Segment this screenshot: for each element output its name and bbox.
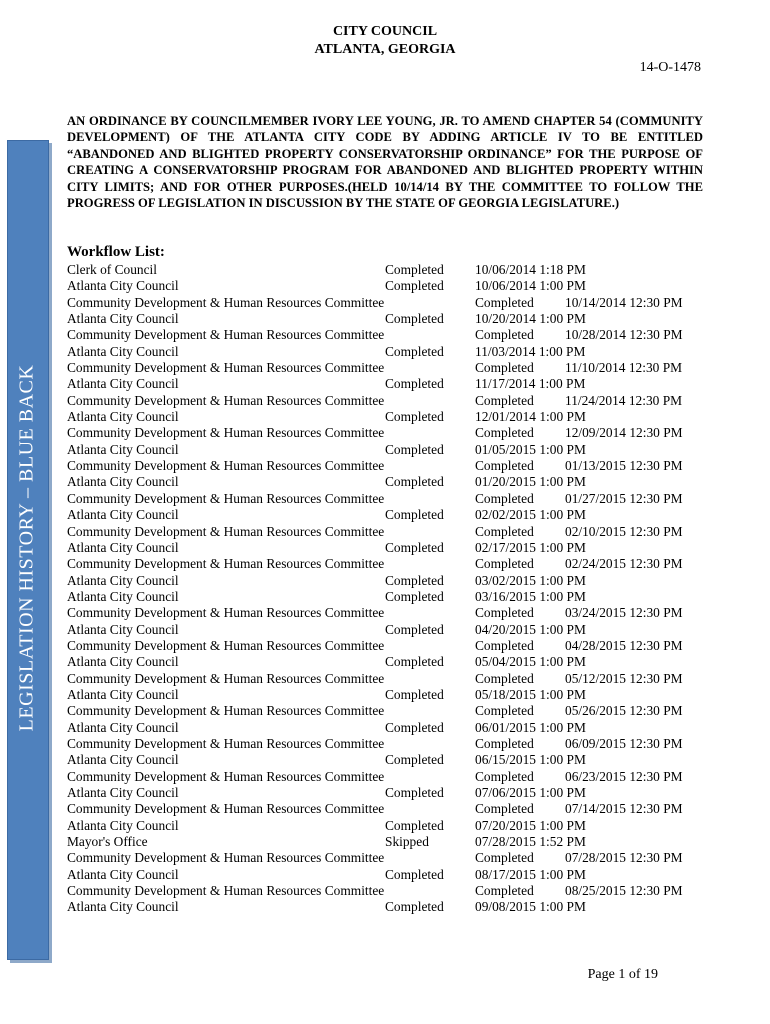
workflow-step-status: Completed: [385, 507, 444, 523]
workflow-step-name: Community Development & Human Resources Committee: [67, 327, 385, 343]
workflow-step-date: 02/02/2015 1:00 PM: [475, 507, 586, 523]
workflow-step-date: 05/26/2015 12:30 PM: [565, 703, 683, 719]
workflow-step-name: Community Development & Human Resources Committee: [67, 605, 385, 621]
workflow-step-name: Mayor's Office: [67, 834, 148, 850]
workflow-step-name: Atlanta City Council: [67, 343, 179, 359]
workflow-step-date: 01/20/2015 1:00 PM: [475, 474, 586, 490]
workflow-step-status: Completed: [385, 343, 444, 359]
workflow-step-status: Completed: [385, 719, 444, 735]
workflow-step-date: 10/06/2014 1:18 PM: [475, 262, 586, 277]
workflow-step-date: 07/28/2015 12:30 PM: [565, 850, 683, 866]
workflow-step-status: Completed: [475, 670, 534, 686]
workflow-step-date: 10/28/2014 12:30 PM: [565, 327, 683, 343]
workflow-step-name: Atlanta City Council: [67, 539, 179, 555]
workflow-step-date: 05/04/2015 1:00 PM: [475, 654, 586, 670]
workflow-step-name: Atlanta City Council: [67, 621, 179, 637]
workflow-step-name: Community Development & Human Resources Committee: [67, 523, 385, 539]
workflow-list: [67, 262, 707, 916]
workflow-row: [67, 295, 707, 311]
workflow-step-name: Community Development & Human Resources Committee: [67, 392, 385, 408]
workflow-step-status: Completed: [475, 637, 534, 653]
workflow-step-name: Community Development & Human Resources Committee: [67, 360, 385, 376]
workflow-row: [67, 409, 707, 425]
workflow-step-name: Atlanta City Council: [67, 817, 179, 833]
workflow-step-date: 09/08/2015 1:00 PM: [475, 899, 586, 915]
workflow-step-status: Completed: [385, 785, 444, 800]
workflow-step-date: 03/16/2015 1:00 PM: [475, 588, 586, 604]
workflow-step-status: Skipped: [385, 834, 429, 850]
workflow-step-name: Community Development & Human Resources Committee: [67, 768, 385, 784]
workflow-row: [67, 278, 707, 294]
workflow-step-date: 06/15/2015 1:00 PM: [475, 752, 586, 768]
workflow-row: [67, 524, 707, 540]
workflow-step-name: Atlanta City Council: [67, 441, 179, 457]
workflow-step-status: Completed: [385, 899, 444, 915]
workflow-row: [67, 687, 707, 703]
workflow-step-name: Atlanta City Council: [67, 785, 179, 800]
workflow-row: [67, 311, 707, 327]
workflow-step-status: Completed: [475, 392, 534, 408]
workflow-step-status: Completed: [385, 621, 444, 637]
workflow-row: [67, 818, 707, 834]
workflow-row: [67, 507, 707, 523]
workflow-step-status: Completed: [475, 294, 534, 310]
workflow-row: [67, 752, 707, 768]
workflow-row: [67, 573, 707, 589]
workflow-step-date: 01/27/2015 12:30 PM: [565, 490, 683, 506]
workflow-row: [67, 736, 707, 752]
workflow-step-date: 07/28/2015 1:52 PM: [475, 834, 586, 850]
workflow-row: [67, 769, 707, 785]
legislation-history-label: LEGISLATION HISTORY – BLUE BACK: [15, 364, 38, 732]
workflow-step-date: 04/28/2015 12:30 PM: [565, 637, 683, 653]
workflow-step-name: Atlanta City Council: [67, 311, 179, 327]
workflow-step-name: Community Development & Human Resources Committee: [67, 425, 385, 441]
workflow-step-name: Atlanta City Council: [67, 572, 179, 588]
workflow-step-status: Completed: [475, 523, 534, 539]
workflow-step-status: Completed: [385, 474, 444, 490]
workflow-step-name: Community Development & Human Resources Committee: [67, 850, 385, 866]
workflow-row: [67, 654, 707, 670]
workflow-step-name: Atlanta City Council: [67, 686, 179, 702]
city-heading: ATLANTA, GEORGIA: [314, 42, 456, 57]
workflow-step-status: Completed: [475, 458, 534, 474]
workflow-row: [67, 785, 707, 801]
page-number: Page 1 of 19: [587, 967, 658, 982]
workflow-step-name: Community Development & Human Resources Committee: [67, 801, 385, 817]
workflow-row: [67, 589, 707, 605]
workflow-step-status: Completed: [385, 376, 444, 392]
workflow-step-status: Completed: [385, 686, 444, 702]
workflow-row: [67, 834, 707, 850]
workflow-step-status: Completed: [385, 752, 444, 768]
workflow-step-date: 12/01/2014 1:00 PM: [475, 409, 586, 425]
workflow-step-date: 11/24/2014 12:30 PM: [565, 392, 683, 408]
workflow-step-name: Atlanta City Council: [67, 507, 179, 523]
workflow-row: [67, 344, 707, 360]
workflow-row: [67, 671, 707, 687]
workflow-step-date: 10/20/2014 1:00 PM: [475, 311, 586, 327]
workflow-row: [67, 703, 707, 719]
workflow-step-name: Atlanta City Council: [67, 719, 179, 735]
workflow-step-status: Completed: [475, 801, 534, 817]
workflow-step-date: 10/14/2014 12:30 PM: [565, 294, 683, 310]
workflow-row: [67, 850, 707, 866]
workflow-step-date: 11/03/2014 1:00 PM: [475, 343, 586, 359]
workflow-step-status: Completed: [475, 490, 534, 506]
workflow-row: [67, 425, 707, 441]
workflow-row: [67, 867, 707, 883]
workflow-step-name: Community Development & Human Resources Committee: [67, 670, 385, 686]
workflow-step-status: Completed: [385, 262, 444, 277]
workflow-step-status: Completed: [385, 866, 444, 882]
workflow-step-date: 05/18/2015 1:00 PM: [475, 686, 586, 702]
workflow-step-date: 03/24/2015 12:30 PM: [565, 605, 683, 621]
workflow-row: [67, 442, 707, 458]
workflow-step-status: Completed: [385, 441, 444, 457]
workflow-step-name: Community Development & Human Resources Committee: [67, 294, 385, 310]
workflow-row: [67, 720, 707, 736]
workflow-row: [67, 801, 707, 817]
workflow-step-date: 06/09/2015 12:30 PM: [565, 735, 683, 751]
workflow-step-name: Atlanta City Council: [67, 866, 179, 882]
workflow-step-status: Completed: [475, 703, 534, 719]
workflow-row: [67, 556, 707, 572]
workflow-step-date: 01/13/2015 12:30 PM: [565, 458, 683, 474]
workflow-row: [67, 899, 707, 915]
workflow-row: [67, 360, 707, 376]
workflow-step-name: Community Development & Human Resources Committee: [67, 637, 385, 653]
workflow-step-status: Completed: [385, 539, 444, 555]
workflow-step-date: 08/17/2015 1:00 PM: [475, 866, 586, 882]
workflow-step-name: Atlanta City Council: [67, 376, 179, 392]
workflow-step-name: Community Development & Human Resources Committee: [67, 490, 385, 506]
workflow-step-date: 03/02/2015 1:00 PM: [475, 572, 586, 588]
workflow-step-status: Completed: [385, 817, 444, 833]
workflow-row: [67, 605, 707, 621]
workflow-row: [67, 622, 707, 638]
workflow-step-name: Community Development & Human Resources Committee: [67, 556, 385, 572]
workflow-step-name: Atlanta City Council: [67, 899, 179, 915]
workflow-row: [67, 458, 707, 474]
workflow-step-status: Completed: [475, 850, 534, 866]
workflow-step-status: Completed: [385, 654, 444, 670]
workflow-step-name: Community Development & Human Resources Committee: [67, 735, 385, 751]
workflow-step-date: 07/06/2015 1:00 PM: [475, 785, 586, 800]
workflow-step-date: 12/09/2014 12:30 PM: [565, 425, 683, 441]
workflow-heading: Workflow List:: [67, 244, 165, 260]
workflow-step-name: Atlanta City Council: [67, 409, 179, 425]
workflow-step-name: Community Development & Human Resources Committee: [67, 883, 385, 899]
workflow-step-status: Completed: [385, 278, 444, 294]
workflow-row: [67, 393, 707, 409]
workflow-step-date: 04/20/2015 1:00 PM: [475, 621, 586, 637]
workflow-step-name: Clerk of Council: [67, 262, 158, 277]
workflow-step-date: 08/25/2015 12:30 PM: [565, 883, 683, 899]
workflow-step-date: 06/01/2015 1:00 PM: [475, 719, 586, 735]
workflow-step-date: 10/06/2014 1:00 PM: [475, 278, 586, 294]
workflow-step-date: 07/20/2015 1:00 PM: [475, 817, 586, 833]
workflow-step-status: Completed: [475, 425, 534, 441]
workflow-step-date: 02/10/2015 12:30 PM: [565, 523, 683, 539]
workflow-row: [67, 474, 707, 490]
ordinance-title: AN ORDINANCE BY COUNCILMEMBER IVORY LEE YOUNG, JR. TO AMEND CHAPTER 54 (COMMUNITY DEVELOPMENT) OF THE ATLANTA CITY CODE BY ADDING ARTICLE IV TO BE ENTITLED “ABANDONED AND BLIGHTED PROPERTY CONSERVATORSHIP ORDINANCE” FOR THE PURPOSE OF CREATING A CONSERVATORSHIP PROGRAM FOR ABANDONED AND BLIGHTED PROPERTY WITHIN CITY LIMITS; AND FOR OTHER PURPOSES.(HELD 10/14/14 BY THE COMMITTEE TO FOLLOW THE PROGRESS OF LEGISLATION IN DISCUSSION BY THE STATE OF GEORGIA LEGISLATURE.): [67, 114, 703, 211]
workflow-row: [67, 638, 707, 654]
workflow-step-status: Completed: [475, 605, 534, 621]
workflow-step-status: Completed: [385, 572, 444, 588]
workflow-step-status: Completed: [475, 735, 534, 751]
workflow-row: [67, 376, 707, 392]
workflow-step-date: 02/17/2015 1:00 PM: [475, 539, 586, 555]
workflow-step-status: Completed: [385, 311, 444, 327]
workflow-step-date: 11/17/2014 1:00 PM: [475, 376, 586, 392]
workflow-step-name: Atlanta City Council: [67, 588, 179, 604]
workflow-step-date: 01/05/2015 1:00 PM: [475, 441, 586, 457]
workflow-step-name: Atlanta City Council: [67, 654, 179, 670]
workflow-step-date: 02/24/2015 12:30 PM: [565, 556, 683, 572]
workflow-step-date: 11/10/2014 12:30 PM: [565, 360, 683, 376]
workflow-step-name: Community Development & Human Resources Committee: [67, 458, 385, 474]
workflow-step-name: Atlanta City Council: [67, 278, 179, 294]
workflow-row: [67, 327, 707, 343]
workflow-row: [67, 883, 707, 899]
workflow-row: [67, 491, 707, 507]
workflow-step-name: Atlanta City Council: [67, 752, 179, 768]
workflow-step-status: Completed: [475, 883, 534, 899]
workflow-step-status: Completed: [385, 588, 444, 604]
workflow-step-date: 05/12/2015 12:30 PM: [565, 670, 683, 686]
workflow-step-status: Completed: [475, 360, 534, 376]
council-heading: CITY COUNCIL: [332, 24, 438, 39]
workflow-row: [67, 262, 707, 278]
workflow-step-status: Completed: [475, 327, 534, 343]
workflow-step-status: Completed: [475, 556, 534, 572]
workflow-step-date: 07/14/2015 12:30 PM: [565, 801, 683, 817]
workflow-step-date: 06/23/2015 12:30 PM: [565, 768, 683, 784]
workflow-step-name: Community Development & Human Resources Committee: [67, 703, 385, 719]
workflow-step-status: Completed: [385, 409, 444, 425]
workflow-step-status: Completed: [475, 768, 534, 784]
document-number: 14-O-1478: [639, 60, 701, 75]
workflow-step-name: Atlanta City Council: [67, 474, 179, 490]
workflow-row: [67, 540, 707, 556]
